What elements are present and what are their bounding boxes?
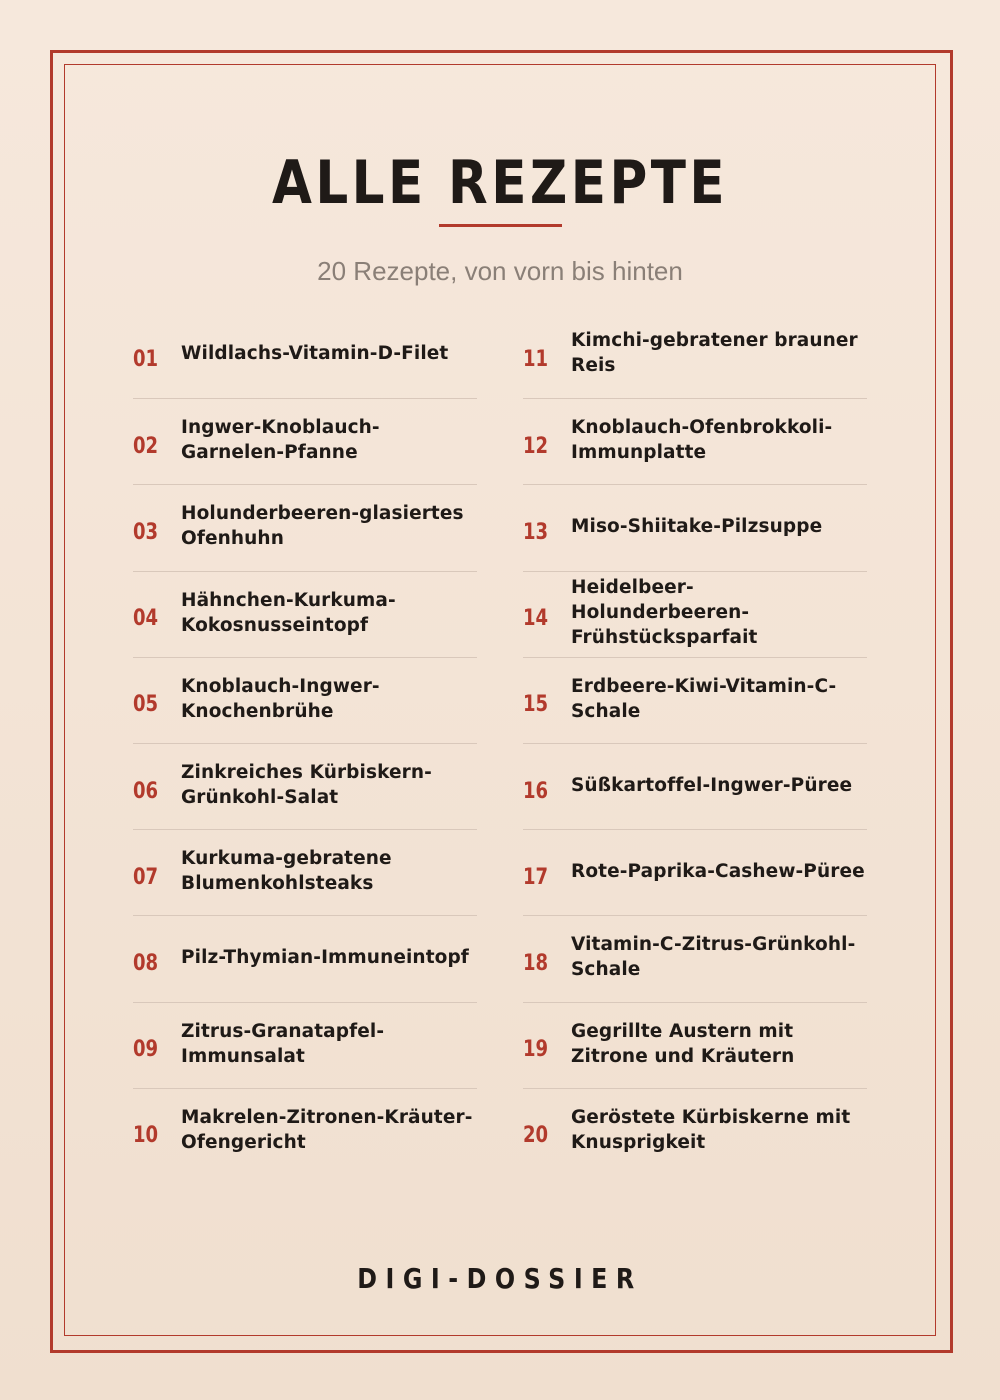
recipe-number: 17 bbox=[523, 864, 549, 890]
recipe-item bbox=[133, 1088, 477, 1175]
recipe-item bbox=[523, 398, 867, 485]
recipe-item bbox=[133, 1002, 477, 1089]
page-title: ALLE REZEPTE bbox=[271, 148, 729, 218]
recipe-item bbox=[523, 743, 867, 830]
recipe-item bbox=[523, 571, 867, 658]
recipe-name: Süßkartoffel-Ingwer-Püree bbox=[571, 774, 853, 796]
recipe-name: Erdbeere-Kiwi-Vitamin-C-Schale bbox=[571, 675, 837, 722]
recipe-number: 11 bbox=[523, 346, 549, 372]
recipe-number: 10 bbox=[133, 1123, 159, 1149]
recipe-item bbox=[523, 484, 867, 571]
recipe-number: 03 bbox=[133, 519, 159, 545]
recipe-item bbox=[133, 312, 477, 398]
recipe-number: 01 bbox=[133, 346, 159, 372]
recipe-number: 16 bbox=[523, 778, 549, 804]
recipe-item bbox=[523, 829, 867, 916]
recipe-number: 12 bbox=[523, 433, 549, 459]
recipe-number: 19 bbox=[523, 1037, 549, 1063]
recipe-item bbox=[133, 398, 477, 485]
recipe-name: Wildlachs-Vitamin-D-Filet bbox=[181, 342, 449, 364]
recipe-name: Knoblauch-Ofenbrokkoli-Immunplatte bbox=[571, 417, 833, 464]
recipe-number: 07 bbox=[133, 864, 159, 890]
recipe-number: 14 bbox=[523, 606, 549, 632]
recipe-number: 15 bbox=[523, 692, 549, 718]
recipe-number: 05 bbox=[133, 692, 159, 718]
recipe-number: 06 bbox=[133, 778, 159, 804]
recipe-number: 20 bbox=[523, 1123, 549, 1149]
recipe-item bbox=[133, 484, 477, 571]
recipe-item bbox=[133, 829, 477, 916]
recipe-name: Hähnchen-Kurkuma-Kokosnusseintopf bbox=[181, 589, 396, 636]
recipe-name: Knoblauch-Ingwer-Knochenbrühe bbox=[181, 675, 380, 722]
recipe-item bbox=[133, 743, 477, 830]
recipe-item bbox=[133, 915, 477, 1002]
recipe-number: 09 bbox=[133, 1037, 159, 1063]
recipe-name: Kurkuma-gebratene Blumenkohlsteaks bbox=[181, 848, 392, 895]
recipe-name: Ingwer-Knoblauch-Garnelen-Pfanne bbox=[181, 417, 380, 464]
recipe-number: 18 bbox=[523, 950, 549, 976]
recipe-name: Gegrillte Austern mit Zitrone und Kräutern bbox=[571, 1020, 795, 1067]
recipe-name: Geröstete Kürbiskerne mit Knusprigkeit bbox=[571, 1106, 851, 1153]
recipe-name: Heidelbeer-Holunderbeeren-Frühstücksparfait bbox=[571, 577, 758, 649]
brand-footer: DIGI-DOSSIER bbox=[357, 1262, 643, 1295]
recipe-item bbox=[133, 571, 477, 658]
recipe-item bbox=[523, 1002, 867, 1089]
recipe-item bbox=[523, 312, 867, 398]
recipe-name: Zitrus-Granatapfel-Immunsalat bbox=[181, 1020, 385, 1067]
recipe-number: 04 bbox=[133, 606, 159, 632]
recipe-item bbox=[523, 1088, 867, 1175]
recipe-item bbox=[133, 657, 477, 744]
recipe-name: Zinkreiches Kürbiskern-Grünkohl-Salat bbox=[181, 762, 432, 808]
recipe-name: Pilz-Thymian-Immuneintopf bbox=[181, 946, 469, 968]
recipe-number: 08 bbox=[133, 950, 159, 976]
recipe-number: 13 bbox=[523, 519, 549, 545]
recipe-name: Rote-Paprika-Cashew-Püree bbox=[571, 860, 865, 882]
recipe-name: Makrelen-Zitronen-Kräuter-Ofengericht bbox=[181, 1106, 473, 1153]
recipe-number: 02 bbox=[133, 433, 159, 459]
recipe-name: Holunderbeeren-glasiertes Ofenhuhn bbox=[181, 503, 464, 550]
page-subtitle: 20 Rezepte, von vorn bis hinten bbox=[317, 256, 683, 286]
recipe-name: Kimchi-gebratener brauner Reis bbox=[571, 330, 858, 376]
recipe-item bbox=[523, 915, 867, 1002]
recipe-item bbox=[523, 657, 867, 744]
recipe-name: Vitamin-C-Zitrus-Grünkohl-Schale bbox=[571, 934, 856, 981]
recipe-name: Miso-Shiitake-Pilzsuppe bbox=[571, 515, 823, 537]
